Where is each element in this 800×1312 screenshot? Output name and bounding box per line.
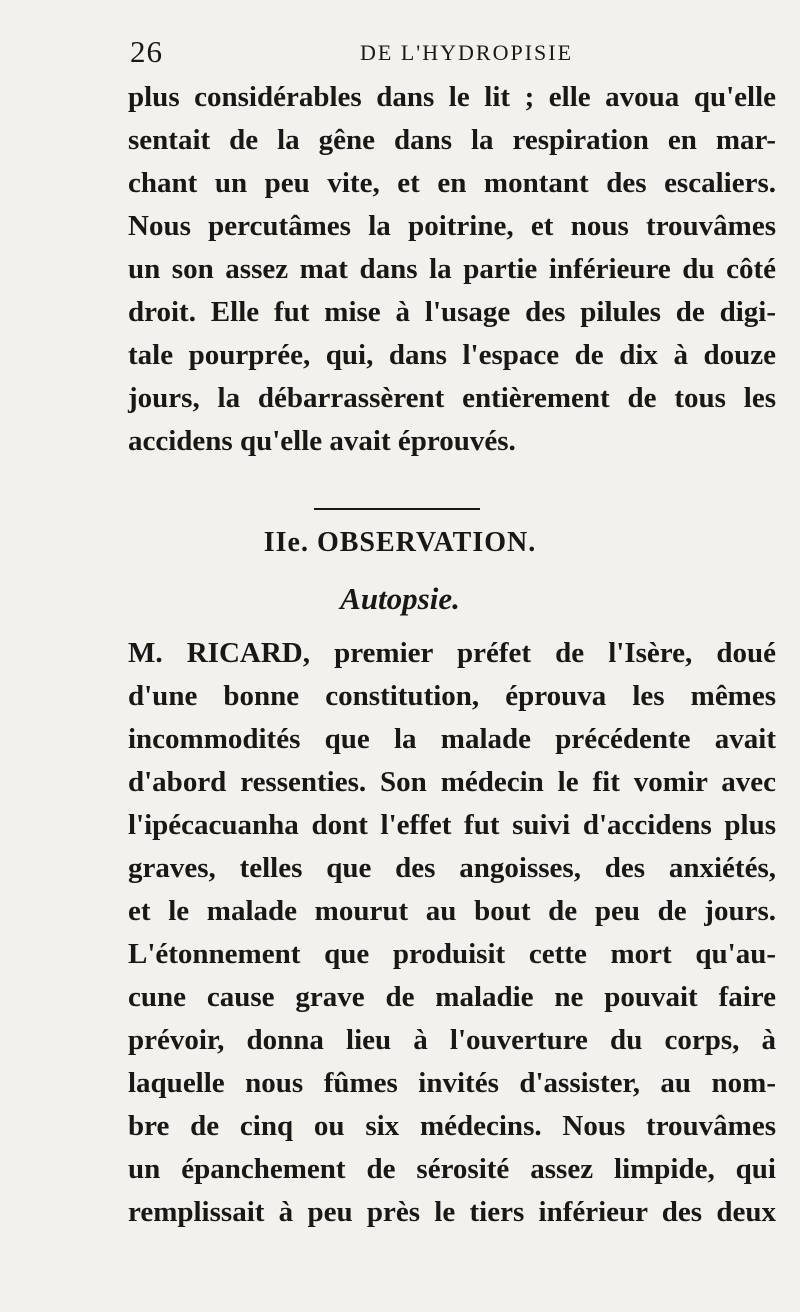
text-line: laquelle nous fûmes invités d'assister, au nom- [128, 1067, 776, 1099]
text-line: remplissait à peu près le tiers inférieur des deux [128, 1196, 776, 1228]
text-line: cune cause grave de maladie ne pouvait faire [128, 981, 776, 1013]
text-line: un son assez mat dans la partie inférieure du côté [128, 253, 776, 285]
text-line: Nous percutâmes la poitrine, et nous trouvâmes [128, 210, 776, 242]
text-line: L'étonnement que produisit cette mort qu'au- [128, 938, 776, 970]
text-line: chant un peu vite, et en montant des escaliers. [128, 167, 776, 199]
observation-heading: IIe. OBSERVATION. [263, 527, 537, 558]
running-header [130, 34, 770, 74]
text-line: plus considérables dans le lit ; elle avoua qu'elle [128, 81, 776, 113]
text-line: accidens qu'elle avait éprouvés. [128, 425, 516, 457]
paragraph-continued [128, 76, 776, 463]
running-title: DE L'HYDROPISIE [360, 40, 574, 65]
text-line: graves, telles que des angoisses, des anxiétés, [128, 852, 776, 884]
text-line: droit. Elle fut mise à l'usage des pilules de digi- [128, 296, 776, 328]
text-line: et le malade mourut au bout de peu de jours. [128, 895, 776, 927]
text-line: incommodités que la malade précédente avait [128, 723, 776, 755]
text-line: bre de cinq ou six médecins. Nous trouvâmes [128, 1110, 776, 1142]
text-line: d'une bonne constitution, éprouva les mêmes [128, 680, 776, 712]
observation-paragraph [128, 632, 776, 1234]
section-divider [314, 508, 480, 510]
page-number: 26 [130, 34, 163, 69]
text-line: un épanchement de sérosité assez limpide, qui [128, 1153, 776, 1185]
text-line: jours, la débarrassèrent entièrement de tous les [128, 382, 776, 414]
text-line: l'ipécacuanha dont l'effet fut suivi d'accidens plus [128, 809, 776, 841]
autopsy-subheading: Autopsie. [340, 581, 460, 616]
text-line: tale pourprée, qui, dans l'espace de dix à douze [128, 339, 776, 371]
text-line: M. RICARD, premier préfet de l'Isère, doué [128, 637, 776, 669]
text-line: prévoir, donna lieu à l'ouverture du corps, à [128, 1024, 776, 1056]
text-line: d'abord ressenties. Son médecin le fit vomir avec [128, 766, 776, 798]
text-line: sentait de la gêne dans la respiration en mar- [128, 124, 776, 156]
